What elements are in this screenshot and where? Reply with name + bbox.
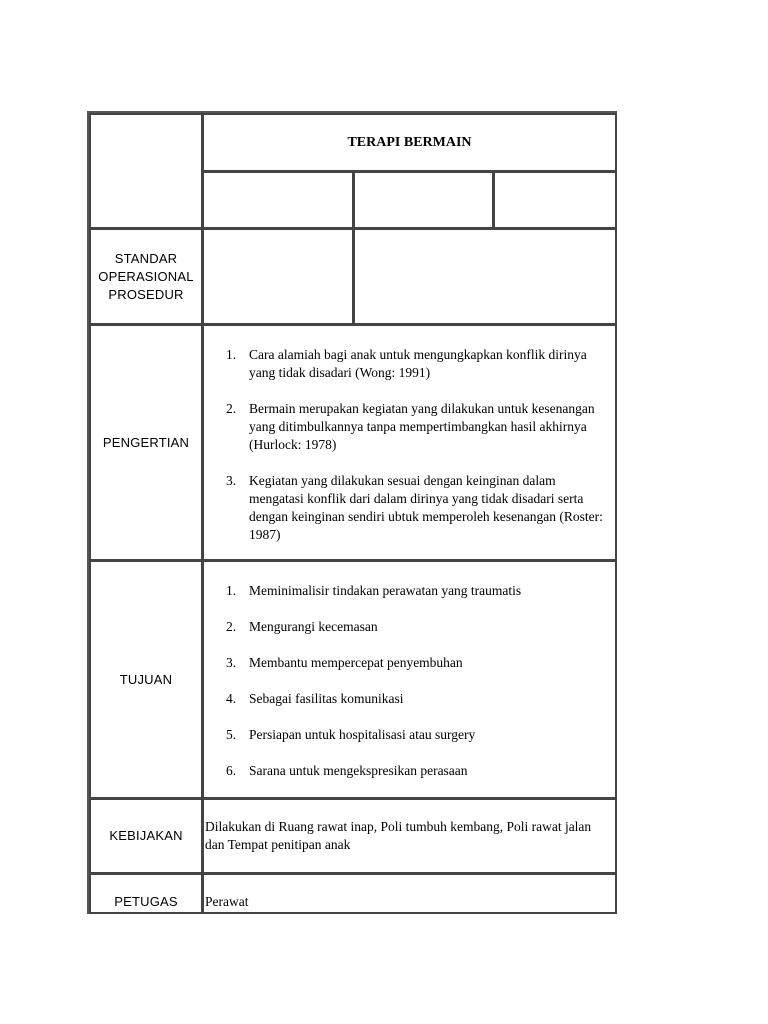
tujuan-list xyxy=(204,582,615,780)
kebijakan-text: Dilakukan di Ruang rawat inap, Poli tumbuh kembang, Poli rawat jalan dan Tempat penitipan anak xyxy=(205,819,592,852)
revision-cell xyxy=(353,171,494,229)
tujuan-label-cell xyxy=(89,560,203,799)
pengertian-label: PENGERTIAN xyxy=(102,434,190,450)
logo-cell xyxy=(89,113,203,229)
petugas-content-cell xyxy=(202,873,617,914)
sop-label: STANDAR OPERASIONAL PROSEDUR xyxy=(98,250,194,302)
kebijakan-content-cell xyxy=(202,798,617,874)
sop-table xyxy=(87,111,617,914)
pengertian-content-cell xyxy=(202,324,617,561)
page-number-cell xyxy=(493,171,617,229)
approval-cell xyxy=(353,228,617,325)
list-item: 4. Sebagai fasilitas komunikasi xyxy=(226,691,404,706)
list-item: 2. Bermain merupakan kegiatan yang dilakukan untuk kesenangan yang ditimbulkannya tanpa mempertimbangkan hasil akhirnya (Hurlock: 1978) xyxy=(226,401,595,452)
page-title: TERAPI BERMAIN xyxy=(347,134,472,150)
list-item: 5. Persiapan untuk hospitalisasi atau surgery xyxy=(226,727,476,742)
sop-label-cell xyxy=(89,228,203,325)
petugas-label: PETUGAS xyxy=(114,894,178,909)
list-item: 2. Mengurangi kecemasan xyxy=(226,619,378,634)
list-item: 3. Kegiatan yang dilakukan sesuai dengan keinginan dalam mengatasi konflik dari dalam dirinya yang tidak disadari serta dengan keinginan sendiri ubtuk memperoleh kesenangan (Roster: 1987) xyxy=(226,473,603,542)
tujuan-content-cell xyxy=(202,560,617,799)
pengertian-label-cell xyxy=(89,324,203,561)
list-item: 1. Cara alamiah bagi anak untuk mengungkapkan konflik dirinya yang tidak disadari (Wong: 1991) xyxy=(226,347,587,380)
list-item: 3. Membantu mempercepat penyembuhan xyxy=(226,655,463,670)
list-item: 6. Sarana untuk mengekspresikan perasaan xyxy=(226,763,468,778)
tujuan-label: TUJUAN xyxy=(119,671,173,687)
issue-date-cell xyxy=(202,228,354,325)
kebijakan-label: KEBIJAKAN xyxy=(109,828,183,843)
pengertian-list xyxy=(204,346,613,544)
petugas-text: Perawat xyxy=(205,894,249,909)
kebijakan-label-cell xyxy=(89,798,203,874)
list-item: 1. Meminimalisir tindakan perawatan yang traumatis xyxy=(226,583,522,598)
petugas-label-cell xyxy=(89,873,203,914)
title-cell xyxy=(202,113,617,172)
doc-number-cell xyxy=(202,171,354,229)
